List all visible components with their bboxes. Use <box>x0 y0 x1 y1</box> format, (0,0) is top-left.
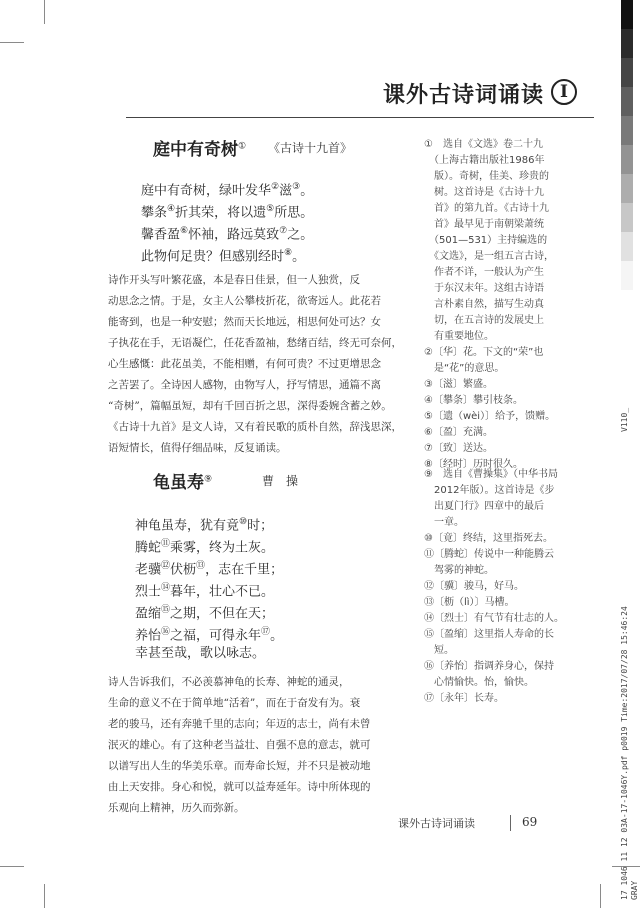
header-rule <box>126 117 594 118</box>
footnotes <box>424 467 564 707</box>
gray-swatch <box>621 58 633 87</box>
verse-text: 幸甚至哉，歌以咏志。 <box>135 646 266 661</box>
footer-section-title: 课外古诗词诵读 <box>398 817 475 830</box>
footer-separator <box>510 815 511 831</box>
footnote-line: 出夏门行》四章中的最后 <box>424 501 544 512</box>
footnote-line: 2012年版）。这首诗是《步 <box>424 485 555 496</box>
footnote-line: 于东汉末年。这组古诗语 <box>424 283 544 294</box>
footnote-ref: ⑫ <box>161 561 171 571</box>
verse-text: 所思。 <box>274 205 314 221</box>
footnote-line: 切，在五言诗的发展史上 <box>424 315 544 326</box>
footnote-line: 心情愉快。怡，愉快。 <box>424 677 534 688</box>
footnote-ref: ⑰ <box>261 627 271 637</box>
verse-text: 之。 <box>287 227 314 243</box>
crop-mark <box>0 866 24 867</box>
commentary-line: 动思念之情。于是，女主人公攀枝折花，欲寄远人。此花若 <box>108 295 381 307</box>
commentary-line: 语短情长，值得仔细品味，反复诵读。 <box>108 442 287 454</box>
footnote-line: 首》的第九首。《古诗十九 <box>424 203 549 214</box>
footnote-ref: ⑯ <box>161 627 171 637</box>
gray-swatch <box>621 203 633 232</box>
footnote-ref: ⑨ <box>204 474 213 485</box>
footnote-ref: ⑤ <box>266 204 275 214</box>
footnote-line: 驾雾的神蛇。 <box>424 565 494 576</box>
gray-swatch <box>621 87 633 116</box>
commentary-line: 老的骏马，还有奔驰千里的志向；年迈的志士，尚有未曾 <box>108 718 371 730</box>
footnote-line: ⑬〔枥（lì）〕马槽。 <box>424 597 515 608</box>
poem-title-text: 庭中有奇树 <box>153 140 238 160</box>
footnote-line: 树。这首诗是《古诗十九 <box>424 187 544 198</box>
verse-line <box>141 176 313 198</box>
verse-text: 神龟虽寿，犹有竟 <box>135 518 240 534</box>
footnote-line: 短。 <box>424 645 454 656</box>
footnote-line: ③〔滋〕繁盛。 <box>424 379 493 390</box>
poem-commentary <box>108 672 398 819</box>
poem-author: 曹 操 <box>262 474 299 488</box>
verse-line <box>135 621 283 643</box>
verse-text: 腾蛇 <box>135 540 162 556</box>
gray-swatch <box>621 145 633 174</box>
verse-text: 怀袖，路远莫致 <box>188 227 280 243</box>
footnote-ref: ⑬ <box>196 561 206 571</box>
footnote-line: ⑥〔盈〕充满。 <box>424 427 493 438</box>
footnote-line: 作者不详，一般认为产生 <box>424 267 544 278</box>
footnote-line: ⑧〔经时〕历时很久。 <box>424 459 523 470</box>
commentary-line: 诗人告诉我们，不必羡慕神龟的长寿、神蛇的通灵， <box>108 676 350 688</box>
verse-line <box>135 643 283 665</box>
commentary-line: 泯灭的雄心。有了这种老当益壮、自强不息的意志，就可 <box>108 739 371 751</box>
footnote-line: ⑭〔烈士〕有气节有壮志的人。 <box>424 613 564 624</box>
commentary-line: 之苦罢了。全诗因人感物，由物写人，抒写情思，通篇不离 <box>108 379 381 391</box>
footnote-line: ④〔攀条〕攀引枝条。 <box>424 395 523 406</box>
gray-swatch <box>621 232 633 261</box>
footnote-ref: ⑮ <box>161 605 171 615</box>
footnote-line: ⑨ 选自《曹操集》（中华书局 <box>424 469 558 480</box>
commentary-line: 诗作开头写叶繁花盛，本是春日佳景，但一人独赏，反 <box>108 274 360 286</box>
gray-label: GRAY <box>630 880 639 900</box>
roman-numeral-badge: I <box>551 79 577 105</box>
verse-text: 时； <box>247 518 274 534</box>
commentary-line: 子执花在手，无语凝伫，任花香盈袖，愁绪百结，终无可奈何， <box>108 337 402 349</box>
footnote-line: 一章。 <box>424 517 464 528</box>
poem-verse <box>141 176 313 264</box>
footnote-line: ⑮〔盈缩〕这里指人寿命的长 <box>424 629 554 640</box>
footnote-line: 是“花”的意思。 <box>424 363 505 374</box>
gray-swatch <box>621 261 633 290</box>
commentary-line: 心生感慨：此花虽美，不能相赠，有何可贵？不过更增思念 <box>108 358 381 370</box>
footnote-ref: ① <box>238 141 247 152</box>
poem-commentary <box>108 270 402 459</box>
verse-text: 滋 <box>279 183 293 199</box>
footnote-line: ⑪〔腾蛇〕传说中一种能腾云 <box>424 549 554 560</box>
page-number: 69 <box>522 815 538 829</box>
commentary-line: 乐观向上精神，历久而弥新。 <box>108 802 245 814</box>
poem-source: 《古诗十九首》 <box>268 141 353 155</box>
poem-verse <box>135 511 283 665</box>
commentary-line: 以谱写出人生的华美乐章。而寿命长短，并不只是被动地 <box>108 760 371 772</box>
verse-line <box>135 577 283 599</box>
commentary-line: 由上天安排。身心和悦，就可以益寿延年。诗中所体现的 <box>108 781 371 793</box>
footnote-line: ②〔华〕花。下文的“荣”也 <box>424 347 544 358</box>
footnotes <box>424 137 555 473</box>
gray-swatch <box>621 116 633 145</box>
footnote-ref: ⑪ <box>161 539 171 549</box>
footnote-line: ⑯〔养怡〕指调养身心，保持 <box>424 661 554 672</box>
footnote-line: 有重要地位。 <box>424 331 494 342</box>
footnote-line: 版）。奇树，佳美、珍贵的 <box>424 171 549 182</box>
verse-text: 此物何足贵？但感别经时 <box>141 249 285 265</box>
footnote-line: （501—531）主持编选的 <box>424 235 548 246</box>
footnote-ref: ⑧ <box>284 248 293 258</box>
verse-text: 庭中有奇树，绿叶发华 <box>141 183 272 199</box>
verse-line <box>141 198 313 220</box>
commentary-line: “奇树”，篇幅虽短，却有千回百折之思，深得委婉含蓄之妙。 <box>108 400 392 412</box>
verse-line <box>135 511 283 533</box>
footnote-line: 言朴素自然，描写生动真 <box>424 299 544 310</box>
footnote-line: （上海古籍出版社1986年 <box>424 155 545 166</box>
footnote-line: ⑦〔致〕送达。 <box>424 443 493 454</box>
verse-text: 养怡 <box>135 628 162 644</box>
crop-mark <box>0 42 24 43</box>
verse-text: 乘雾，终为土灰。 <box>170 540 275 556</box>
verse-text: 暮年，壮心不已。 <box>170 584 275 600</box>
footnote-line: 《文选》，是一组五言古诗， <box>424 251 554 262</box>
footnote-ref: ② <box>271 182 280 192</box>
commentary-line: 《古诗十九首》是文人诗，又有着民歌的质朴自然，辞浅思深， <box>108 421 402 433</box>
verse-text: ，志在千里； <box>205 562 284 578</box>
poem-title-text: 龟虽寿 <box>153 473 204 493</box>
footnote-ref: ④ <box>167 204 176 214</box>
footnote-line: ⑤〔遗（wèi）〕给予，馈赠。 <box>424 411 556 422</box>
crop-mark <box>600 884 601 908</box>
gray-swatch <box>621 0 633 29</box>
grayscale-calibration-bar <box>621 0 633 290</box>
print-info: 17 1046 11 12 03A-17-1046Y.pdf p0019 Time:2017/07/28 15:46:24 <box>620 606 629 900</box>
verse-line <box>141 242 313 264</box>
footnote-line: ① 选自《文选》卷二十九 <box>424 139 543 150</box>
commentary-line: 生命的意义不在于简单地“活着”，而在于奋发有为。衰 <box>108 697 361 709</box>
verse-line <box>135 599 283 621</box>
footnote-ref: ⑦ <box>279 226 288 236</box>
footnote-line: 首》最早见于南朝梁萧统 <box>424 219 544 230</box>
verse-line <box>135 555 283 577</box>
verse-text: 之福，可得永年 <box>170 628 262 644</box>
verse-text: 老骥 <box>135 562 162 578</box>
verse-text: 。 <box>270 628 284 644</box>
gray-swatch <box>621 29 633 58</box>
verse-text: 折其荣，将以遗 <box>175 205 267 221</box>
verse-text: 伏枥 <box>170 562 197 578</box>
margin-code: V110_ <box>620 407 629 432</box>
verse-text: 馨香盈 <box>141 227 181 243</box>
footnote-ref: ③ <box>292 182 301 192</box>
commentary-line: 能寄到，也是一种安慰；然而天长地远，相思何处可达？女 <box>108 316 381 328</box>
footnote-ref: ⑥ <box>180 226 189 236</box>
footnote-ref: ⑩ <box>239 517 248 527</box>
gray-swatch <box>621 174 633 203</box>
crop-mark <box>44 884 45 908</box>
poem-title <box>153 468 212 493</box>
section-title: 课外古诗词诵读 <box>382 82 544 108</box>
footnote-line: ⑩〔竟〕终结，这里指死去。 <box>424 533 553 544</box>
verse-text: 盈缩 <box>135 606 162 622</box>
verse-text: 。 <box>300 183 314 199</box>
footnote-ref: ⑭ <box>161 583 171 593</box>
verse-text: 烈士 <box>135 584 162 600</box>
footnote-line: ⑫〔骥〕骏马，好马。 <box>424 581 524 592</box>
verse-text: 。 <box>292 249 306 265</box>
verse-line <box>135 533 283 555</box>
verse-line <box>141 220 313 242</box>
poem-title <box>153 135 246 160</box>
crop-mark <box>44 0 45 24</box>
footnote-line: ⑰〔永年〕长寿。 <box>424 693 504 704</box>
verse-text: 攀条 <box>141 205 168 221</box>
verse-text: 之期，不但在天； <box>170 606 275 622</box>
